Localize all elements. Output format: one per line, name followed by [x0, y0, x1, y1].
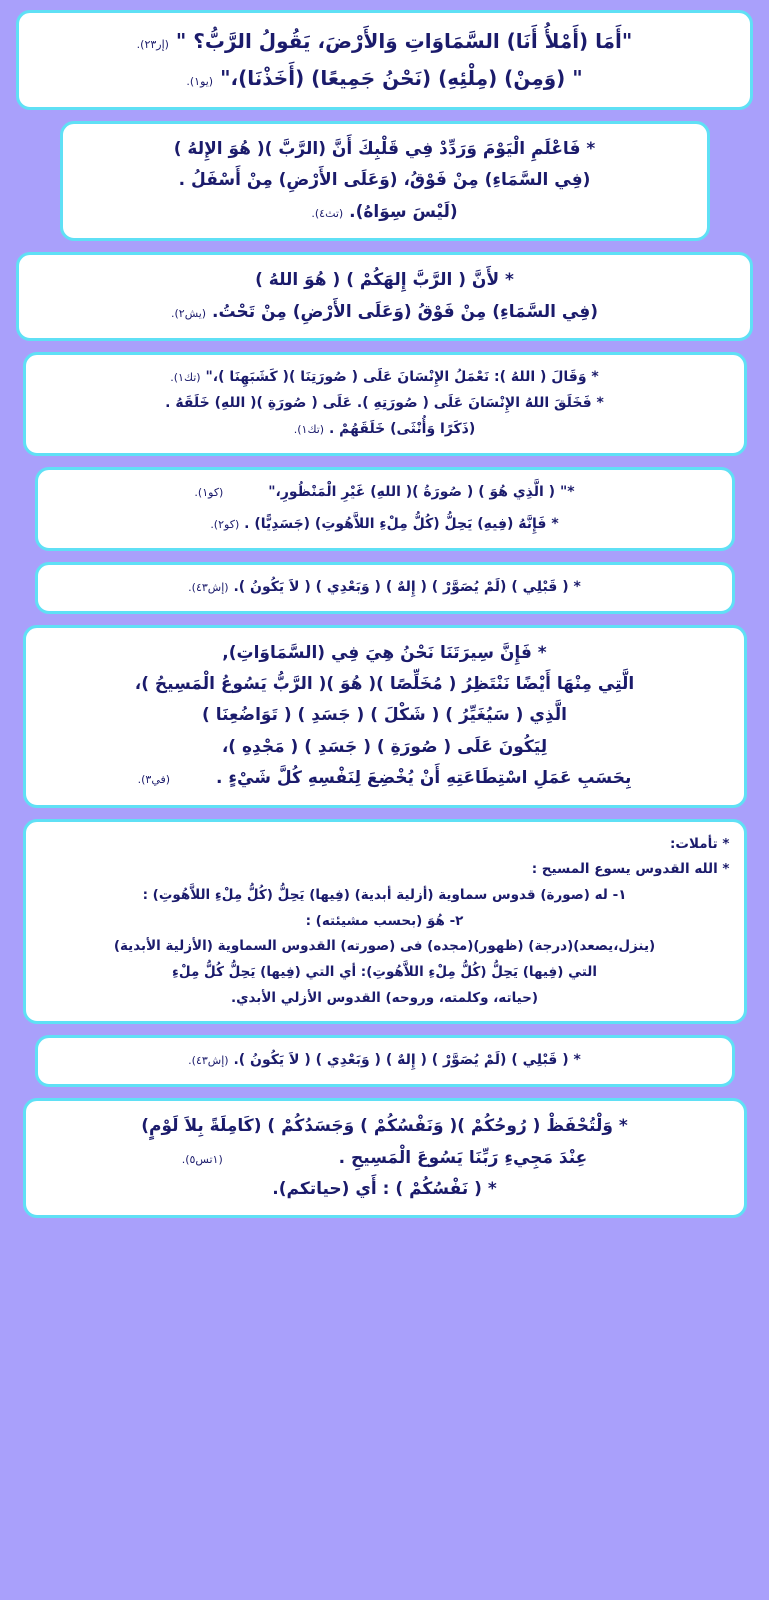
scripture-line [52, 575, 718, 601]
scripture-line [40, 700, 730, 731]
scripture-text: *" ( الَّذِي هُوَ ) ( صُورَةُ )( اللهِ) غَيْرِ الْمَنْظُورِ،" [268, 483, 575, 500]
scripture-line [52, 512, 718, 538]
scripture-line [77, 197, 693, 228]
scripture-reference: (يش٢). [170, 306, 207, 320]
scripture-card-2 [60, 121, 710, 241]
scripture-text: * لأَنَّ ( الرَّبَّ إِلهَكُمْ ) ( هُوَ اللهُ ) [255, 270, 514, 291]
scripture-card-7 [23, 625, 747, 808]
scripture-line [40, 391, 730, 417]
scripture-card-1 [16, 10, 753, 110]
scripture-reference: (إش٤٣). [188, 1054, 229, 1068]
scripture-text: * وَلْتُحْفَظْ ( رُوحُكُمْ )( وَنَفْسُكُمْ ) وَجَسَدُكُمْ ) (كَامِلَةً بِلاَ لَوْمٍ) [141, 1116, 628, 1137]
scripture-reference: (تك١). [170, 371, 201, 385]
scripture-text: * وَقَالَ ( اللهُ ): نَعْمَلُ الإِنْسَانَ عَلَى ( صُورَتِنَا )( كَشَبَهِنَا )،" [205, 369, 599, 386]
scripture-line [40, 1143, 730, 1174]
scripture-line [40, 1111, 730, 1142]
reflections-item: ١- له (صورة) قدوس سماوية (أزلية أبدية) (فِيها) يَحِلُّ (كُلُّ مِلْءِ اللاَّهُوتِ) : [142, 887, 627, 903]
scripture-text: * ( نَفْسُكُمْ ) : أَي (حياتكم). [272, 1178, 497, 1199]
scripture-reference: (كو١). [194, 485, 224, 499]
scripture-card-10 [23, 1098, 747, 1218]
scripture-line [33, 60, 736, 97]
scripture-text: (فِي السَّمَاءِ) مِنْ فَوْقُ، (وَعَلَى الأَرْضِ) مِنْ أَسْفَلُ . [178, 170, 591, 191]
scripture-line [77, 165, 693, 196]
reflections-item: التي (فِيها) يَحِلُّ (كُلُّ مِلْءِ اللاَّهُوتِ): أي التي (فِيها) يَحِلُّ كُلُّ مِلْءِ [172, 963, 597, 980]
scripture-reference: (١تس٥). [181, 1152, 223, 1166]
scripture-line [33, 265, 736, 296]
scripture-card-6 [35, 562, 735, 614]
scripture-card-3 [16, 252, 753, 341]
scripture-line [40, 1174, 730, 1205]
scripture-reference: (تك١). [293, 422, 325, 436]
scripture-line [40, 365, 730, 391]
reflections-item: (ينزل،يصعد)(درجة) (ظهور)(مجده) فى (صورته) القدوس السماوية (الأزلية الأبدية) [113, 938, 656, 955]
scripture-text: (لَيْسَ سِوَاهُ). [349, 201, 458, 222]
scripture-text: الَّذِي ( سَيُغَيِّرُ ) ( شَكْلَ ) ( جَسَدِ ) ( تَوَاضُعِنَا ) [202, 705, 567, 726]
scripture-text: * فَاعْلَمِ الْيَوْمَ وَرَدِّدْ فِي قَلْبِكَ أَنَّ (الرَّبَّ )( هُوَ الإِلهُ ) [173, 139, 596, 159]
scripture-reference: (إر٢٣). [136, 38, 169, 51]
scripture-text: (ذَكَرًا وَأُنْثَى) خَلَقَهُمْ . [328, 420, 476, 437]
scripture-line [77, 134, 693, 165]
scripture-line [40, 417, 730, 443]
reflections-subheading: * الله القدوس يسوع المسيح : [531, 861, 730, 878]
scripture-line [40, 763, 730, 794]
reflections-card [23, 819, 747, 1024]
scripture-text: * ( قَبْلِي ) (لَمْ يُصَوَّرْ ) ( إِلهٌ ) ( وَبَعْدِي ) ( لاَ يَكُونُ ). [233, 1052, 581, 1069]
scripture-text: * فَإِنَّ سِيرَتَنَا نَحْنُ هِيَ فِي (السَّمَاوَاتِ), [222, 642, 547, 663]
scripture-text: * ( قَبْلِي ) (لَمْ يُصَوَّرْ ) ( إِلهٌ ) ( وَبَعْدِي ) ( لاَ يَكُونُ ). [233, 578, 581, 595]
scripture-line [33, 297, 736, 328]
scripture-text: * فَإِنَّهُ (فِيهِ) يَحِلُّ (كُلُّ مِلْءِ اللاَّهُوتِ) (جَسَدِيًّا) . [244, 515, 559, 532]
scripture-text: (فِي السَّمَاءِ) مِنْ فَوْقُ (وَعَلَى الأَرْضِ) مِنْ تَحْتُ. [212, 301, 599, 322]
scripture-text: * فَخَلَقَ اللهُ الإِنْسَانَ عَلَى ( صُورَتِهِ ). عَلَى ( صُورَةِ )( اللهِ) خَلَقَهُ . [165, 395, 604, 412]
scripture-reference: (إش٤٣). [188, 580, 229, 594]
scripture-reference: (كو٢). [210, 517, 240, 531]
scripture-line [33, 23, 736, 60]
scripture-reference: (تث٤). [311, 206, 344, 220]
scripture-card-4 [23, 352, 747, 456]
scripture-card-9 [35, 1035, 735, 1087]
scripture-text: " (وَمِنْ) (مِلْئِهِ) (نَحْنُ جَمِيعًا) (أَخَذْنَا)،" [220, 66, 583, 90]
scripture-text: عِنْدَ مَجِيءِ رَبِّنَا يَسُوعَ الْمَسِيحِ . [338, 1147, 588, 1168]
scripture-line [52, 1048, 718, 1074]
scripture-card-5 [35, 467, 735, 551]
scripture-reference: (في٣). [137, 773, 171, 787]
scripture-line [40, 669, 730, 700]
scripture-text: لِيَكُونَ عَلَى ( صُورَةِ ) ( جَسَدِ ) ( مَجْدِهِ )، [221, 736, 548, 757]
scripture-line [40, 638, 730, 669]
reflections-heading: * تأملات: [670, 835, 730, 852]
reflections-item: ٢- هُوَ (بحسب مشيئته) : [305, 912, 464, 929]
scripture-line [40, 732, 730, 763]
reflections-item: (حياته، وكلمته، وروحه) القدوس الأزلي الأبدي. [230, 989, 539, 1006]
scripture-reference: (يو١). [186, 75, 214, 88]
scripture-text: بِحَسَبِ عَمَلِ اسْتِطَاعَتِهِ أَنْ يُخْضِعَ لِنَفْسِهِ كُلَّ شَيْءٍ . [215, 768, 632, 789]
scripture-text: "أَمَا (أَمْلأُ أَنَا) السَّمَاوَاتِ وَالأَرْضَ، يَقُولُ الرَّبُّ؟ " [175, 29, 633, 53]
scripture-text: الَّتِي مِنْهَا أَيْضًا نَنْتَظِرُ ( مُخَلِّصًا )( هُوَ )( الرَّبُّ يَسُوعُ الْمَسِيحُ )، [134, 673, 635, 694]
scripture-line [52, 480, 718, 506]
